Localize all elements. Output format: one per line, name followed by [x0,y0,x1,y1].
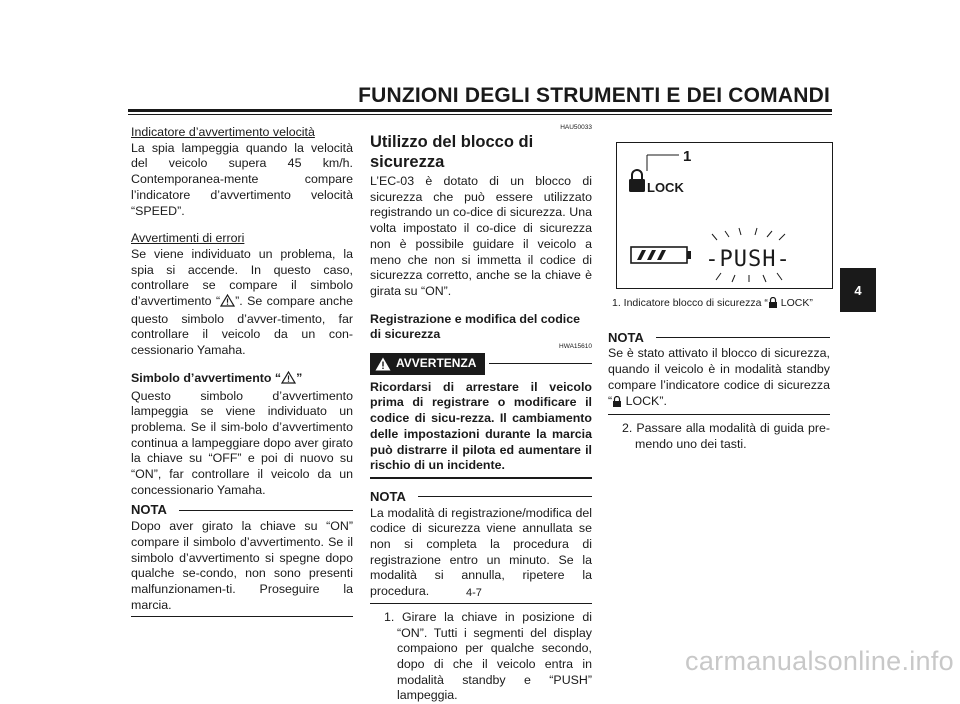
callout-number: 1 [683,148,692,165]
nota-text: Dopo aver girato la chiave su “ON” compare il simbolo d’avvertimento. Se il simbolo d’avvertimento si spegne dopo qualche se-condo, non sono presenti malfunzionamen-ti. Proseguire la marcia. [131,519,353,612]
speed-warning-text: La spia lampeggia quando la velocità del veicolo supera 45 km/h. Contemporanea-mente compare l’indicatore d’avvertimento velocità “SPEED”. [131,140,353,218]
warning-triangle-icon [220,294,235,312]
header-rule-thin [128,114,832,115]
figure-caption [608,296,830,314]
nota-header [370,489,592,505]
speed-warning-heading: Indicatore d’avvertimento velocità [131,125,315,139]
lock-icon [612,396,622,412]
nota-text-part-b: LOCK”. [622,393,667,408]
step-2-number: 2. [622,421,633,436]
column-right [608,122,830,453]
nota-label: NOTA [370,488,406,504]
column-middle [370,124,592,704]
section-intro: L’EC-03 è dotato di un blocco di sicurezza che può essere utilizzato registrando un co-dice di sicurezza. Una volta impostato il co-dice di sicurezza non è possibile guidare il veicolo a meno che non si immetta il codice di sicurezza corretto, anche se la chiave è girata su “ON”. [370,174,592,298]
column-left [131,125,353,617]
symbol-heading-part-b: ” [296,370,303,385]
nota-label: NOTA [131,502,167,518]
warning-label: AVVERTENZA [396,356,477,371]
symbol-heading-part-a: Simbolo d’avvertimento “ [131,370,282,385]
warning-end-rule [370,477,592,479]
page-number: 4-7 [466,587,482,599]
lcd-lock-label: LOCK [647,180,684,195]
battery-icon [631,247,691,263]
error-text-part-b: ”. Se compare anche questo simbolo d’avver-timento, far controllare il veicolo da un con-cessionario Yamaha. [131,294,353,358]
lock-icon [629,170,645,192]
error-warning-heading: Avvertimenti di errori [131,231,245,246]
nota-end-rule [608,414,830,415]
step-1-number: 1. [384,609,395,624]
warning-reference-code: HWA15610 [559,343,592,351]
warning-header [370,353,592,375]
lock-icon [768,297,778,314]
nota-text: La modalità di registrazione/modifica del codice di sicurezza viene annullata se non si completa la procedura di registrazione entro un minuto. Se la modalità si annulla, ripetere la procedura. [370,505,592,599]
warning-triangle-icon [375,357,391,371]
step-2-text: Passare alla modalità di guida pre-mendo uno dei tasti. [635,421,830,451]
nota-end-rule [131,616,353,617]
nota-text [608,346,830,411]
nota-header [131,502,353,518]
nota-end-rule [370,603,592,604]
warning-badge [370,353,485,375]
nota-header [608,330,830,346]
subsection-title: Registrazione e modifica del codice di sicurezza [370,311,581,342]
warning-text: Ricordarsi di arrestare il veicolo prima di registrare o modificare il codice di sicu-rezza. Il cambiamento delle impostazioni durante la marcia può distrarre il pilota ed aumentare il rischio di un incidente. [370,379,592,473]
header-rule [128,109,832,112]
caption-part-a: 1. Indicatore blocco di sicurezza “ [612,297,768,309]
error-warning-text [131,247,353,359]
lcd-push-label: -PUSH- [705,247,791,272]
symbol-text: Questo simbolo d’avvertimento lampeggia se viene individuato un problema. Se il sim-bolo d’avvertimento continua a lampeggiare dopo aver girato la chiave su “OFF” e poi di nuovo su “ON”, far controllare il veicolo da un concessionario Yamaha. [131,388,353,497]
reference-code: HAU50033 [560,124,592,131]
nota-text-part-a: Se è stato attivato il blocco di sicurezza, quando il veicolo è in modalità standby compare l’indicatore codice di sicurezza “ [608,346,830,408]
watermark: carmanualsonline.info [685,646,954,676]
warning-triangle-icon [281,371,296,389]
symbol-heading [131,371,353,389]
chapter-tab [840,268,876,312]
page-header-title: FUNZIONI DEGLI STRUMENTI E DEI COMANDI [358,84,830,107]
step-2 [608,421,830,452]
section-title: Utilizzo del blocco di sicurezza [370,133,534,171]
error-text-part-a: Se viene individuato un problema, la spia si accende. In questo caso, controllare se compare il simbolo d’avvertimento “ [131,246,353,309]
caption-part-b: LOCK” [777,297,813,309]
nota-label: NOTA [608,329,644,345]
lcd-display-illustration [616,142,833,289]
step-1 [370,610,592,704]
step-1-text: Girare la chiave in posizione di “ON”. Tutti i segmenti del display compaiono per qualche secondo, dopo di che il veicolo entra in modalità standby e “PUSH” lampeggia. [397,609,592,703]
chapter-tab-label: 4 [854,282,862,298]
